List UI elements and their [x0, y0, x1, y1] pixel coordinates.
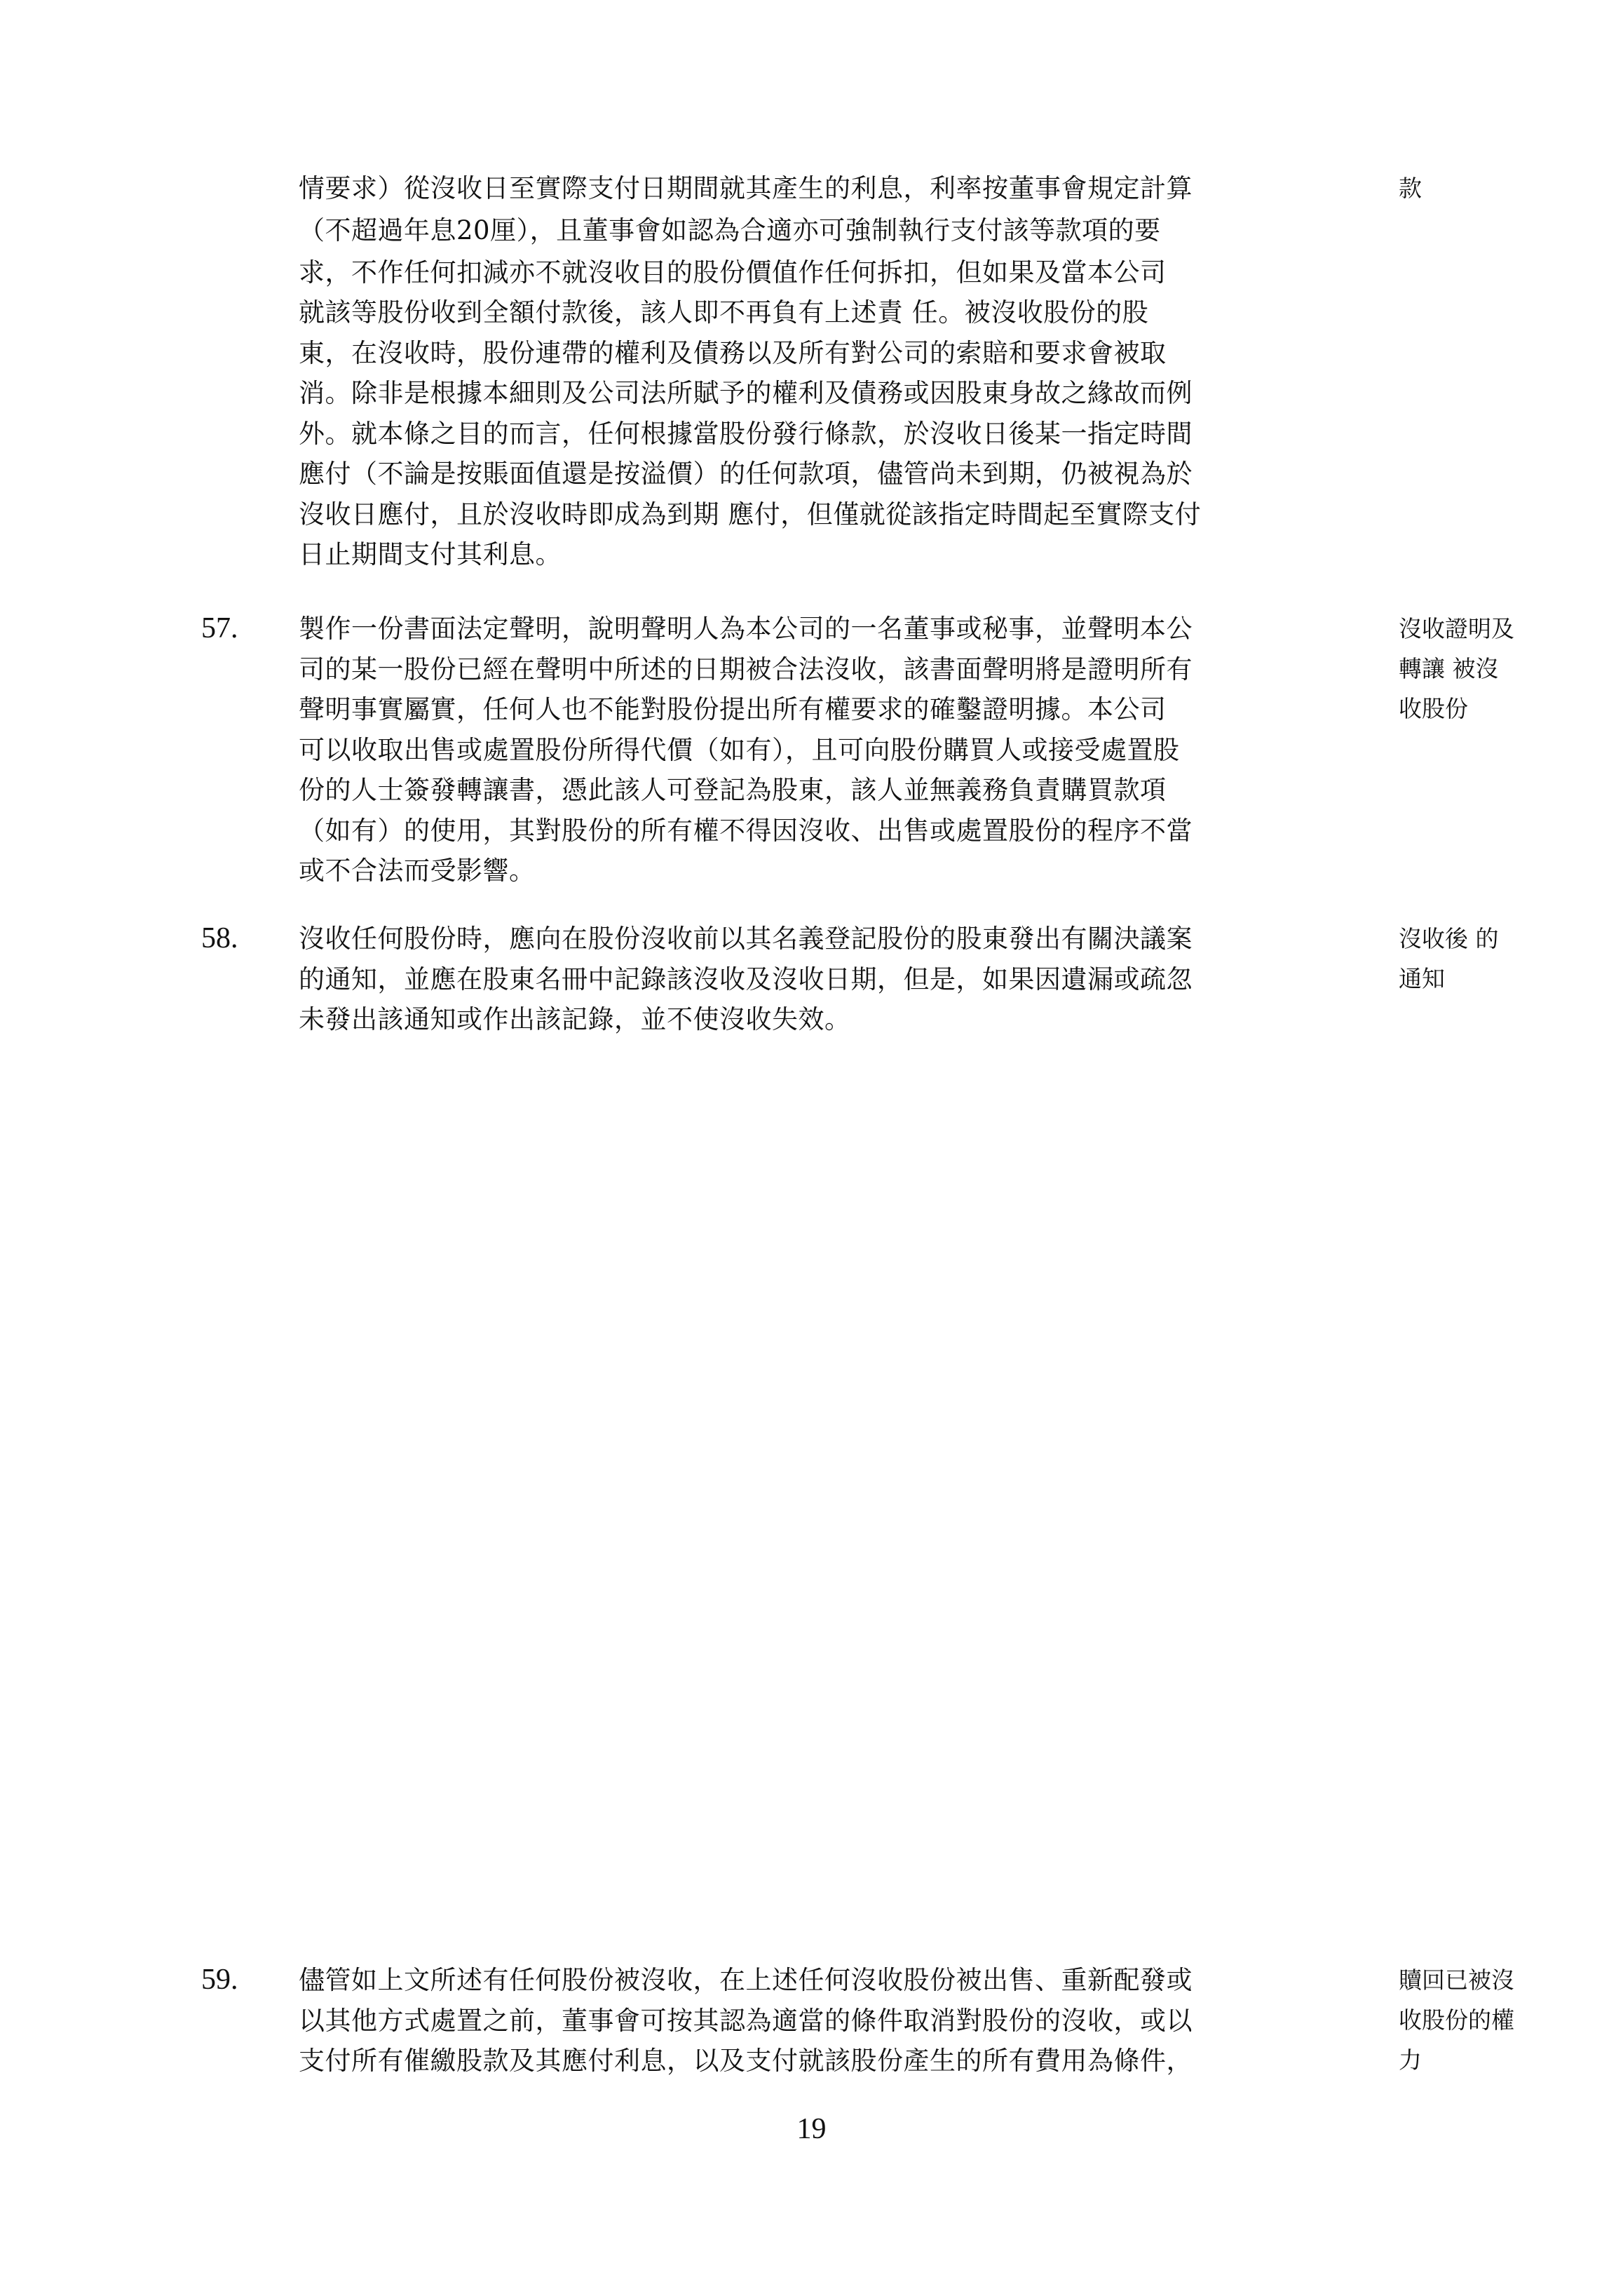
text-line: 外。就本條之目的而言，任何根據當股份發行條款，於沒收日後某一指定時間 [299, 418, 1193, 449]
text-line: 以其他方式處置之前，董事會可按其認為適當的條件取消對股份的沒收，或以 [299, 2005, 1193, 2036]
text-line: 沒收日應付，且於沒收時即成為到期 應付，但僅就從該指定時間起至實際支付 [299, 499, 1202, 529]
article-text [299, 1960, 1350, 2081]
text-line: （不超過年息20厘），且董事會如認為合適亦可強制執行支付該等款項的要 [299, 215, 1161, 245]
text-line: 就該等股份收到全額付款後，該人即不再負有上述責 任。被沒收股份的股 [299, 297, 1149, 327]
side-note [1399, 609, 1581, 729]
article-number: 59. [201, 1964, 238, 1996]
text-line: 可以收取出售或處置股份所得代價（如有），且可向股份購買人或接受處置股 [299, 734, 1180, 765]
side-note [1399, 919, 1581, 999]
text-line: （如有）的使用，其對股份的所有權不得因沒收、出售或處置股份的程序不當 [299, 815, 1193, 846]
text-line: 或不合法而受影響。 [299, 856, 536, 886]
article-number: 57. [201, 612, 238, 644]
article-text [299, 919, 1350, 1040]
text-line: 司的某一股份已經在聲明中所述的日期被合法沒收，該書面聲明將是證明所有 [299, 654, 1193, 684]
text-line: 聲明事實屬實，任何人也不能對股份提出所有權要求的確鑿證明據。本公司 [299, 694, 1167, 724]
side-note-line: 力 [1399, 2046, 1422, 2074]
side-note-line: 沒收證明及 [1399, 615, 1514, 642]
article-text [299, 609, 1350, 891]
text-line: 求，不作任何扣減亦不就沒收目的股份價值作任何拆扣，但如果及當本公司 [299, 257, 1167, 288]
side-note-line: 沒收後 的 [1399, 925, 1499, 952]
side-note-line: 通知 [1399, 965, 1445, 992]
text-line: 情要求）從沒收日至實際支付日期間就其產生的利息，利率按董事會規定計算 [299, 173, 1193, 203]
continuation-text [299, 168, 1350, 575]
text-line: 日止期間支付其利息。 [299, 539, 562, 569]
side-note-line: 收股份的權 [1399, 2006, 1514, 2034]
side-note [1399, 168, 1581, 208]
side-note [1399, 1960, 1581, 2080]
text-line: 消。除非是根據本細則及公司法所賦予的權利及債務或因股東身故之緣故而例 [299, 378, 1193, 408]
text-line: 沒收任何股份時，應向在股份沒收前以其名義登記股份的股東發出有關決議案 [299, 924, 1193, 954]
text-line: 支付所有催繳股款及其應付利息，以及支付就該股份產生的所有費用為條件， [299, 2046, 1193, 2076]
text-line: 製作一份書面法定聲明，說明聲明人為本公司的一名董事或秘事，並聲明本公 [299, 614, 1193, 644]
side-note-line: 收股份 [1399, 695, 1468, 722]
page-number: 19 [796, 2113, 827, 2145]
side-note-line: 款 [1399, 175, 1422, 202]
text-line: 儘管如上文所述有任何股份被沒收，在上述任何沒收股份被出售、重新配發或 [299, 1965, 1193, 1995]
text-line: 東，在沒收時，股份連帶的權利及債務以及所有對公司的索賠和要求會被取 [299, 337, 1167, 368]
article-number: 58. [201, 922, 238, 954]
side-note-line: 轉讓 被沒 [1399, 655, 1499, 682]
text-line: 未發出該通知或作出該記錄，並不使沒收失效。 [299, 1004, 851, 1034]
text-line: 的通知，並應在股東名冊中記錄該沒收及沒收日期，但是，如果因遺漏或疏忽 [299, 964, 1193, 994]
text-line: 份的人士簽發轉讓書，憑此該人可登記為股東，該人並無義務負責購買款項 [299, 775, 1167, 805]
side-note-line: 贖回已被沒 [1399, 1966, 1514, 1994]
text-line: 應付（不論是按賬面值還是按溢價）的任何款項，儘管尚未到期，仍被視為於 [299, 459, 1193, 489]
